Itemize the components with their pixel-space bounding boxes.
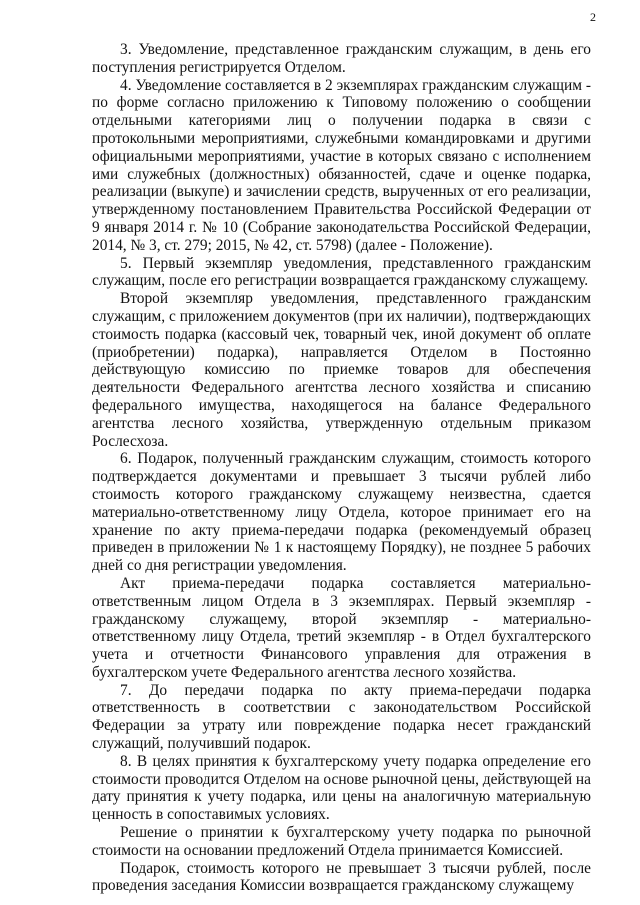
paragraph-item-7: 7. До передачи подарка по акту приема-передачи подарка ответственность в соответствии с законодательством Российской Федерации за утрату или повреждение подарка несет гражданский служащий, получивший подарок. (92, 681, 591, 753)
paragraph-gift-return: Подарок, стоимость которого не превышает 3 тысячи рублей, после проведения заседания Комиссии возвращается гражданскому служащему (92, 859, 591, 895)
paragraph-item-6: 6. Подарок, полученный гражданским служащим, стоимость которого подтверждается документами и превышает 3 тысячи рублей либо стоимость которого гражданскому служащему неизвестна, сдается материально-ответственному лицу Отдела, которое принимает его на хранение по акту приема-передачи подарка (рекомендуемый образец приведен в приложении № 1 к настоящему Порядку), не позднее 5 рабочих дней со дня регистрации уведомления. (92, 450, 591, 575)
paragraph-item-3: 3. Уведомление, представленное гражданским служащим, в день его поступления регистрируется Отделом. (92, 41, 591, 76)
paragraph-commission-decision: Решение о принятии к бухгалтерскому учету подарка по рыночной стоимости на основании предложений Отдела принимается Комиссией. (92, 824, 591, 859)
page-number: 2 (590, 10, 596, 24)
paragraph-item-8: 8. В целях принятия к бухгалтерскому учету подарка определение его стоимости проводится Отделом на основе рыночной цены, действующей на дату принятия к учету подарка, или цены на аналогичную материальную ценность в сопоставимых условиях. (92, 752, 591, 824)
document-body (92, 41, 591, 895)
paragraph-item-4: 4. Уведомление составляется в 2 экземплярах гражданским служащим - по форме согласно приложению к Типовому положению о сообщении отдельными категориями лиц о получении подарка в связи с протокольными мероприятиями, служебными командировками и другими официальными мероприятиями, участие в которых связано с исполнением ими служебных (должностных) обязанностей, сдаче и оценке подарка, реализации (выкупе) и зачислении средств, вырученных от его реализации, утвержденному постановлением Правительства Российской Федерации от 9 января 2014 г. № 10 (Собрание законодательства Российской Федерации, 2014, № 3, ст. 279; 2015, № 42, ст. 5798) (далее - Положение). (92, 76, 591, 254)
paragraph-second-copy: Второй экземпляр уведомления, представленного гражданским служащим, с приложением документов (при их наличии), подтверждающих стоимость подарка (кассовый чек, товарный чек, иной документ об оплате (приобретении) подарка), направляется Отделом в Постоянно действующую комиссию по приемке товаров для обеспечения деятельности Федерального агентства лесного хозяйства и списанию федерального имущества, находящегося на балансе Федерального агентства лесного хозяйства, утвержденную отдельным приказом Рослесхоза. (92, 290, 591, 450)
paragraph-transfer-act: Акт приема-передачи подарка составляется материально-ответственным лицом Отдела в 3 экземплярах. Первый экземпляр - гражданскому служащему, второй экземпляр - материально-ответственному лицу Отдела, третий экземпляр - в Отдел бухгалтерского учета и отчетности Финансового управления для отражения в бухгалтерском учете Федерального агентства лесного хозяйства. (92, 574, 591, 681)
paragraph-item-5: 5. Первый экземпляр уведомления, представленного гражданским служащим, после его регистрации возвращается гражданскому служащему. (92, 254, 591, 290)
